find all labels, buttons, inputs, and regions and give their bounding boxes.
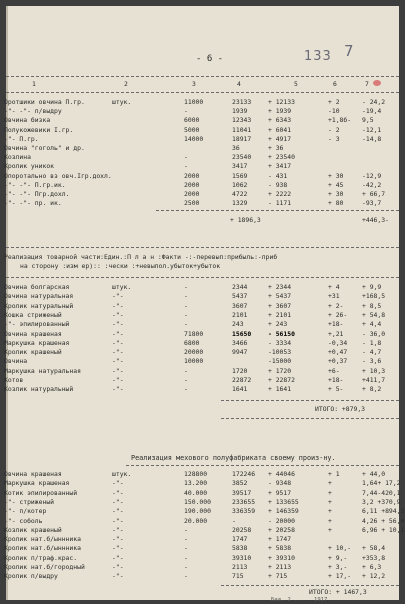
table-cell: 3417 xyxy=(232,162,248,171)
table-cell: -0,34 xyxy=(328,338,348,347)
table-row xyxy=(6,331,399,339)
header-rule-bottom xyxy=(6,92,399,93)
table-cell: 20.000 xyxy=(184,516,208,525)
table-cell: +411,7 xyxy=(362,376,386,384)
table-cell: -"- xyxy=(112,310,124,319)
table-cell: Кролик п/выдру xyxy=(4,572,58,581)
section-2-header-line-2: на сторону :изм ер):: :чески :+невыпол.убыток+убыток xyxy=(20,262,221,270)
table-cell: -10 xyxy=(328,107,340,116)
table-cell: 2000 xyxy=(184,180,200,189)
col-num-2: 2 xyxy=(124,80,128,88)
table-row xyxy=(6,303,399,311)
table-cell: + 1641 xyxy=(268,385,292,394)
table-cell: - 24,2 xyxy=(362,98,386,106)
table-cell: 71800 xyxy=(184,329,204,338)
table-row xyxy=(6,173,399,181)
table-row xyxy=(6,573,399,581)
table-cell: 1,64+ 17,2 xyxy=(362,479,401,488)
table-cell: - xyxy=(184,376,188,384)
table-cell: 40.000 xyxy=(184,488,208,497)
table-row xyxy=(6,386,399,394)
table-cell: Котов xyxy=(4,376,24,384)
table-cell: -"- xyxy=(112,338,124,347)
table-cell: + 8,5 xyxy=(362,301,382,310)
table-cell: -"- xyxy=(112,376,124,384)
table-cell: + 26- xyxy=(328,310,348,319)
table-cell: +0,47 xyxy=(328,348,348,357)
table-cell: + xyxy=(328,488,332,497)
table-cell: +353,8 xyxy=(362,553,386,562)
table-cell: + 146359 xyxy=(268,507,299,516)
table-cell: - xyxy=(184,563,188,571)
table-cell: - xyxy=(184,535,188,544)
table-cell: + 9517 xyxy=(268,488,292,497)
table-row xyxy=(6,108,399,116)
col-num-6: 6 xyxy=(333,80,337,88)
table-cell: - 56150 xyxy=(268,329,295,338)
table-cell: +18- xyxy=(328,320,344,329)
table-cell: -"- -"- П.гр.ик. xyxy=(4,180,66,189)
table-cell: - xyxy=(184,544,188,553)
table-cell: Котик эпилированный xyxy=(4,488,78,497)
table-cell: Маркушка крашеная xyxy=(4,338,70,347)
col-num-3: 3 xyxy=(192,80,196,88)
col-num-1: 1 xyxy=(32,80,36,88)
table-cell: 6800 xyxy=(184,338,200,347)
table-cell: +18- xyxy=(328,376,344,384)
table-row xyxy=(6,191,399,199)
table-cell: + 44,0 xyxy=(362,470,386,478)
table-cell: + 12,2 xyxy=(362,572,386,581)
table-cell: - xyxy=(184,107,188,116)
table-row xyxy=(6,471,399,479)
table-cell: 1329 xyxy=(232,199,248,208)
table-cell: + 4,4 xyxy=(362,320,382,329)
table-row xyxy=(6,358,399,366)
table-cell: + 5- xyxy=(328,385,344,394)
table-cell: + 133655 xyxy=(268,497,299,506)
table-cell: 6000 xyxy=(184,116,200,125)
table-cell: - xyxy=(184,572,188,581)
col-num-5: 5 xyxy=(294,80,298,88)
table-cell: - xyxy=(184,553,188,562)
table-cell: + 12133 xyxy=(268,98,295,106)
table-row xyxy=(6,200,399,208)
table-cell: + 1720 xyxy=(268,366,292,375)
table-cell: - 1,8 xyxy=(362,338,382,347)
table-cell: + 1939 xyxy=(268,107,292,116)
column-number-row xyxy=(6,81,399,89)
table-cell: Овчина крашеная xyxy=(4,329,62,338)
table-cell: 39517 xyxy=(232,488,252,497)
table-cell: -"- -"- Пгр.дохл. xyxy=(4,190,70,198)
section-2-header-line-1: Реализация товарной части:Един.:П л а н :Факти -:-перевып:прибыль:-приб xyxy=(4,253,278,261)
table-cell: Кролик п/траф.крас. xyxy=(4,553,78,562)
red-mark xyxy=(373,80,381,86)
section-3-title-rule xyxy=(126,465,399,466)
table-cell: +31 xyxy=(328,292,340,301)
section-2-sum-rule xyxy=(221,400,399,401)
table-cell: 1747 xyxy=(232,535,248,544)
table-row xyxy=(6,145,399,153)
table-cell: - 3334 xyxy=(268,338,292,347)
table-cell: -"- эпилированный xyxy=(4,320,70,329)
table-cell: Опоротально вз овч.Iгр.дохл. xyxy=(4,171,112,180)
table-cell: штук. xyxy=(112,98,132,106)
table-cell: Оротшики овчина П.гр. xyxy=(4,98,85,106)
table-cell: 14000 xyxy=(184,134,204,143)
table-cell: -"- xyxy=(112,366,124,375)
table-cell: + 54,8 xyxy=(362,310,386,319)
table-cell: -"- xyxy=(112,572,124,581)
table-cell: 1939 xyxy=(232,107,248,116)
table-cell: Овчина "гоголь" и др. xyxy=(4,144,85,152)
table-cell: 36 xyxy=(232,144,240,152)
table-cell: + 243 xyxy=(268,320,288,329)
table-cell: -"- xyxy=(112,385,124,394)
table-cell: + 22872 xyxy=(268,376,295,384)
table-cell: 3852 xyxy=(232,479,248,488)
table-cell: Кролик крашеный xyxy=(4,348,62,357)
table-cell: Овчина бизка xyxy=(4,116,51,125)
table-cell: -"- xyxy=(112,348,124,357)
table-cell: + 2- xyxy=(328,301,344,310)
table-cell: Кошка стриженый xyxy=(4,310,62,319)
table-cell: -"- соболь xyxy=(4,516,43,525)
table-cell: 336359 xyxy=(232,507,256,516)
table-cell: + 66,7 xyxy=(362,190,386,198)
table-cell: -"- xyxy=(112,320,124,329)
section-1-total-profit: +446,3- xyxy=(362,216,389,224)
table-cell: + 45 xyxy=(328,180,344,189)
table-cell: 7,44-420,1 xyxy=(362,488,401,497)
table-cell: 18917 xyxy=(232,134,252,143)
table-cell: 6,96 + 10,1 xyxy=(362,525,405,534)
table-cell: -"- -"- пр. ик. xyxy=(4,199,62,208)
table-cell: - 3 xyxy=(328,134,340,143)
table-row xyxy=(6,127,399,135)
table-cell: 2500 xyxy=(184,199,200,208)
table-cell: - xyxy=(184,292,188,301)
table-cell: 9947 xyxy=(232,348,248,357)
table-cell: 11041 xyxy=(232,125,252,134)
table-row xyxy=(6,99,399,107)
table-cell: Овчина xyxy=(4,357,28,366)
table-cell: -14,8 xyxy=(362,134,382,143)
table-cell: 20258 xyxy=(232,525,252,534)
table-cell: - 36,0 xyxy=(362,329,386,338)
table-cell: 2000 xyxy=(184,190,200,198)
table-cell: - xyxy=(184,366,188,375)
table-cell: -93,7 xyxy=(362,199,382,208)
table-cell: 2113 xyxy=(232,563,248,571)
table-cell: 12343 xyxy=(232,116,252,125)
table-cell: + 17,- xyxy=(328,572,352,581)
table-cell: + 2 xyxy=(328,98,340,106)
table-cell: + 9,- xyxy=(328,553,348,562)
table-row xyxy=(6,154,399,162)
table-cell: +0,37 xyxy=(328,357,348,366)
table-cell: 1641 xyxy=(232,385,248,394)
table-cell: + 20258 xyxy=(268,525,295,534)
table-cell: Полукожевики I.гр. xyxy=(4,125,74,134)
table-cell: + 2344 xyxy=(268,283,292,291)
table-row xyxy=(4,507,405,516)
table-cell: 22872 xyxy=(232,376,252,384)
table-cell: + 58,4 xyxy=(362,544,386,553)
table-cell: 4,26 + 56,0 xyxy=(362,516,405,525)
table-cell: - 9348 xyxy=(268,479,292,488)
table-cell: -10053 xyxy=(268,348,292,357)
table-cell: + 3,- xyxy=(328,563,348,571)
table-cell: 5000 xyxy=(184,125,200,134)
page-number: - 6 - xyxy=(196,54,224,64)
table-cell: + 4 xyxy=(328,283,340,291)
table-cell: 3466 xyxy=(232,338,248,347)
table-cell: 3,2 +370,9 xyxy=(362,497,401,506)
table-cell: -"- xyxy=(112,479,124,488)
table-cell: 11000 xyxy=(184,98,204,106)
table-cell: 150.000 xyxy=(184,497,211,506)
table-row xyxy=(6,340,399,348)
table-cell: + xyxy=(328,516,332,525)
table-cell: Овчина болгарская xyxy=(4,283,70,291)
table-cell: -"- xyxy=(112,292,124,301)
table-cell: -"- xyxy=(112,507,124,516)
table-cell: Овчина натуральная xyxy=(4,292,74,301)
table-cell: 9,5 xyxy=(362,116,374,125)
table-cell: Маркушка натуральная xyxy=(4,366,81,375)
table-cell: - xyxy=(184,525,188,534)
table-cell: -"- xyxy=(112,553,124,562)
header-rule-top xyxy=(6,76,399,77)
table-cell: + 30 xyxy=(328,171,344,180)
table-cell: 6,11 +894,3 xyxy=(362,507,405,516)
table-cell: - 4,7 xyxy=(362,348,382,357)
table-cell: + 36 xyxy=(268,144,284,152)
table-cell: 5838 xyxy=(232,544,248,553)
table-cell: + 715 xyxy=(268,572,288,581)
section-2-rule-top xyxy=(6,247,399,248)
table-row xyxy=(6,564,399,572)
table-cell: -"- xyxy=(112,329,124,338)
table-cell: - 938 xyxy=(268,180,288,189)
table-cell: 1720 xyxy=(232,366,248,375)
table-cell: Кролик нат.б/городный xyxy=(4,563,85,571)
table-cell: Кролик нат.б/ыннника xyxy=(4,544,81,553)
table-cell: -12,1 xyxy=(362,125,382,134)
table-cell: + xyxy=(328,497,332,506)
table-cell: + xyxy=(328,525,332,534)
table-cell: 243 xyxy=(232,320,244,329)
table-cell: + 10,3 xyxy=(362,366,386,375)
table-cell: + xyxy=(328,507,332,516)
table-cell: - xyxy=(184,385,188,394)
table-cell: - 1171 xyxy=(268,199,292,208)
table-cell: - xyxy=(184,162,188,171)
table-cell: + 44046 xyxy=(268,470,295,478)
table-cell: Кролик нат.б/ыннника xyxy=(4,535,81,544)
table-row xyxy=(6,117,399,125)
table-row xyxy=(6,349,399,357)
table-cell: + 1 xyxy=(328,470,340,478)
table-cell: + 6,3 xyxy=(362,563,382,571)
table-cell: -42,2 xyxy=(362,180,382,189)
table-cell: Кролик натуральный xyxy=(4,301,74,310)
table-cell: +,21 xyxy=(328,329,344,338)
table-cell: + 1747 xyxy=(268,535,292,544)
table-cell: -"- xyxy=(112,535,124,544)
document-page xyxy=(4,6,405,603)
table-cell: - 3,6 xyxy=(362,357,382,366)
table-row xyxy=(6,368,399,376)
table-cell: - 2 xyxy=(328,125,340,134)
table-cell: - xyxy=(184,301,188,310)
table-cell: Козлик натуральный xyxy=(4,385,74,394)
col-num-4: 4 xyxy=(237,80,241,88)
table-cell: -15000 xyxy=(268,357,292,366)
table-cell: -12,9 xyxy=(362,171,382,180)
table-cell: - xyxy=(232,516,236,525)
table-cell: -"- xyxy=(112,563,124,571)
table-cell: Козлик крашеный xyxy=(4,525,62,534)
table-row xyxy=(6,490,399,498)
section-2-rule-bottom xyxy=(6,277,399,278)
table-cell: 190.000 xyxy=(184,507,211,516)
table-cell: 2000 xyxy=(184,171,200,180)
table-cell: + 3417 xyxy=(268,162,292,171)
table-cell: + 6041 xyxy=(268,125,292,134)
table-row xyxy=(6,480,399,488)
table-cell: + 2101 xyxy=(268,310,292,319)
table-cell: -"- стриженый xyxy=(4,497,55,506)
table-cell: -"- п/котер xyxy=(4,507,47,516)
table-cell: -"- xyxy=(112,357,124,366)
table-row xyxy=(6,136,399,144)
table-cell: 10000 xyxy=(184,357,204,366)
table-cell: -"- xyxy=(112,544,124,553)
table-row xyxy=(6,312,399,320)
table-cell: 20000 xyxy=(184,348,204,357)
table-row xyxy=(6,377,399,385)
table-cell: +168,5 xyxy=(362,292,386,301)
table-cell: -"- xyxy=(112,488,124,497)
table-cell: + 8,2 xyxy=(362,385,382,394)
table-cell: Маркушка крашеная xyxy=(4,479,70,488)
section-3-title: Реализация мехового полуфабриката своему произ-ну. xyxy=(131,454,336,462)
table-row xyxy=(6,545,399,553)
table-row xyxy=(6,321,399,329)
table-cell: + 6343 xyxy=(268,116,292,125)
table-cell: -"- -"- п/выдру xyxy=(4,107,62,116)
table-cell: 715 xyxy=(232,572,244,581)
handwritten-folio-number: 133 xyxy=(304,49,332,64)
table-cell: 5437 xyxy=(232,292,248,301)
table-cell: + 80 xyxy=(328,199,344,208)
table-cell: - xyxy=(184,153,188,162)
table-cell: + 5437 xyxy=(268,292,292,301)
table-cell: 3607 xyxy=(232,301,248,310)
table-cell: - 431 xyxy=(268,171,288,180)
table-cell: + 5838 xyxy=(268,544,292,553)
table-cell: -"- xyxy=(112,525,124,534)
table-cell: 23540 xyxy=(232,153,252,162)
table-cell: штук. xyxy=(112,470,132,478)
table-cell: + 23540 xyxy=(268,153,295,162)
section-2-itogo: ИТОГО: +879,3 xyxy=(315,405,366,413)
table-cell: 15650 xyxy=(232,329,252,338)
table-cell: 13.200 xyxy=(184,479,208,488)
section-1-total: + 1896,3 xyxy=(230,216,261,224)
table-cell: 1569 xyxy=(232,171,248,180)
table-cell: + 30 xyxy=(328,190,344,198)
table-cell: 233655 xyxy=(232,497,256,506)
table-row xyxy=(4,516,405,526)
table-cell: + 3607 xyxy=(268,301,292,310)
section-2-end-rule xyxy=(221,418,399,419)
table-cell: + xyxy=(328,479,332,488)
table-cell: - xyxy=(184,310,188,319)
table-cell: 2101 xyxy=(232,310,248,319)
table-cell: +1,8б- xyxy=(328,116,352,125)
table-cell: - 20000 xyxy=(268,516,295,525)
table-cell: -"- xyxy=(112,516,124,525)
table-row xyxy=(6,536,399,544)
table-row xyxy=(6,499,399,507)
section-3-sum-rule xyxy=(221,585,399,586)
table-cell: + 2113 xyxy=(268,563,292,571)
handwritten-mark: 7 xyxy=(344,42,354,60)
table-cell: + 39310 xyxy=(268,553,295,562)
table-row xyxy=(6,555,399,563)
table-cell: Овчина крашеная xyxy=(4,470,62,478)
table-cell: 23133 xyxy=(232,98,252,106)
table-cell: 172246 xyxy=(232,470,256,478)
table-cell: + 10,- xyxy=(328,544,352,553)
table-cell: Кролик уникок xyxy=(4,162,55,171)
bottom-scribble: Баш. 2 . . . 1917 xyxy=(271,597,328,603)
table-row xyxy=(6,293,399,301)
table-cell: штук. xyxy=(112,283,132,291)
table-cell: 39310 xyxy=(232,553,252,562)
table-cell: 128800 xyxy=(184,470,208,478)
table-cell: 1062 xyxy=(232,180,248,189)
col-num-7: 7 xyxy=(365,80,369,88)
table-cell: 4722 xyxy=(232,190,248,198)
section-1-sum-rule xyxy=(156,210,399,211)
table-cell: -19,4 xyxy=(362,107,382,116)
table-cell: -"- xyxy=(112,301,124,310)
table-cell: + 9,9 xyxy=(362,283,382,291)
table-cell: +6- xyxy=(328,366,340,375)
table-cell: - xyxy=(184,320,188,329)
table-cell: - xyxy=(184,283,188,291)
table-cell: 2344 xyxy=(232,283,248,291)
section-3-itogo: ИТОГО: + 1467,3 xyxy=(309,588,367,596)
table-cell: -"- xyxy=(112,497,124,506)
table-row xyxy=(6,163,399,171)
table-cell: + 4917 xyxy=(268,134,292,143)
table-row xyxy=(6,284,399,292)
table-row xyxy=(6,182,399,190)
table-cell: -"- П.гр. xyxy=(4,134,39,143)
table-cell: Козлина xyxy=(4,153,31,162)
table-cell: + 2222 xyxy=(268,190,292,198)
table-row xyxy=(4,525,405,535)
